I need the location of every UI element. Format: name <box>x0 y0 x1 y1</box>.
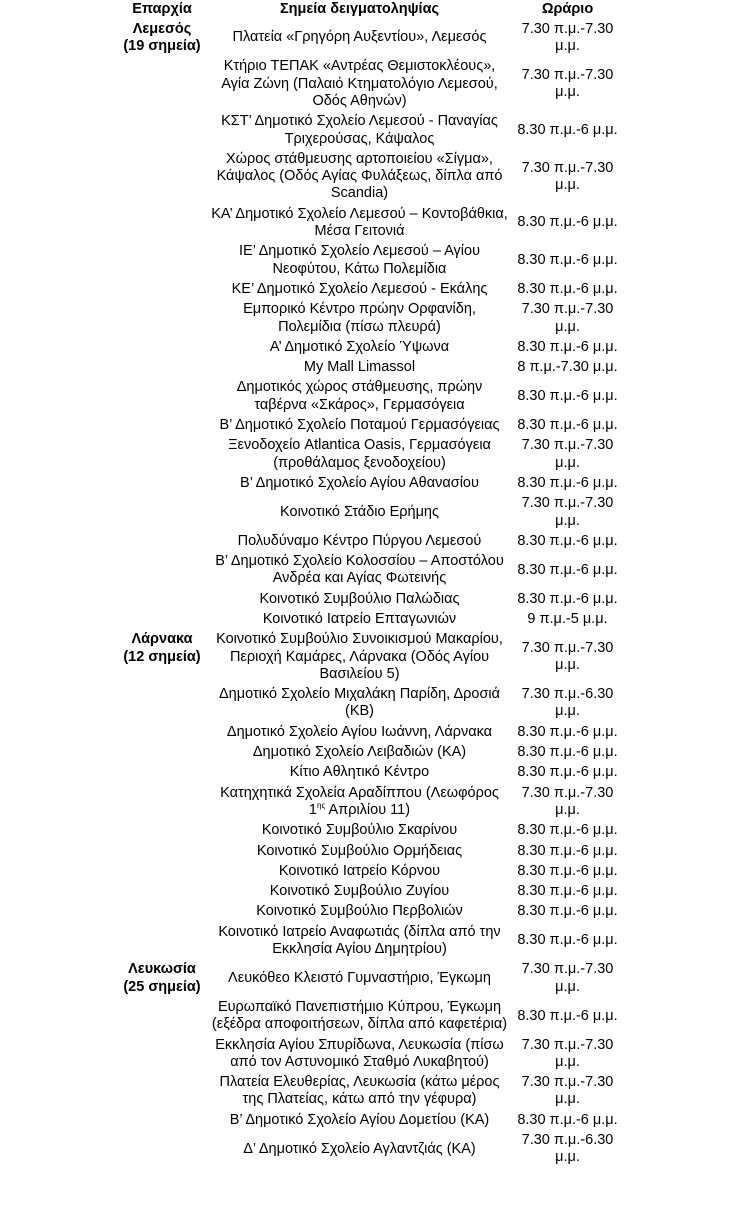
point-cell: Κοινοτικό Συμβούλιο Συνοικισμού Μακαρίου, Περιοχή Καμάρες, Λάρνακα (Οδός Αγίου Βασιλείου 5) <box>216 631 503 682</box>
hours-cell: 8.30 π.μ.-6 μ.μ. <box>517 932 618 949</box>
point-cell: Β’ Δημοτικό Σχολείο Κολοσσίου – Αποστόλου Ανδρέα και Αγίας Φωτεινής <box>215 553 504 587</box>
point-cell: Λευκόθεο Κλειστό Γυμναστήριο, Έγκωμη <box>228 969 491 986</box>
point-cell: Δημοτικό Σχολείο Αγίου Ιωάννη, Λάρνακα <box>226 723 493 740</box>
header-hours: Ωράριο <box>541 1 594 17</box>
hours-cell: 8.30 π.μ.-6 μ.μ. <box>517 561 618 578</box>
header-point: Σημεία δειγματοληψίας <box>279 1 440 17</box>
point-cell: ΙΕ’ Δημοτικό Σχολείο Λεμεσού – Αγίου Νεοφύτου, Κάτω Πολεμίδια <box>239 243 480 277</box>
district-name: Λεμεσός <box>132 20 192 37</box>
hours-cell: 8.30 π.μ.-6 μ.μ. <box>517 822 618 839</box>
hours-cell: 7.30 π.μ.-7.30 μ.μ. <box>521 784 614 818</box>
hours-cell: 8.30 π.μ.-6 μ.μ. <box>517 121 618 138</box>
point-cell: Κίτιο Αθλητικό Κέντρο <box>289 764 430 781</box>
point-cell: ΚΕ’ Δημοτικό Σχολείο Λεμεσού - Εκάλης <box>231 280 488 297</box>
point-cell: Κοινοτικό Συμβούλιο Παλώδιας <box>259 590 460 607</box>
hours-cell: 7.30 π.μ.-7.30 μ.μ. <box>521 20 614 55</box>
point-cell: Εμπορικό Κέντρο πρώην Ορφανίδη, Πολεμίδια (πίσω πλευρά) <box>243 301 476 335</box>
district-count: (25 σημεία) <box>123 978 201 995</box>
district-nicosia <box>117 960 207 1168</box>
point-cell: Δημοτικό Σχολείο Λειβαδιών (ΚΑ) <box>252 744 467 761</box>
point-cell: Κοινοτικό Ιατρείο Κόρνου <box>278 862 441 879</box>
hours-cell: 9 π.μ.-5 μ.μ. <box>527 611 608 627</box>
header-district: Επαρχία <box>132 1 192 17</box>
hours-cell: 7.30 π.μ.-7.30 μ.μ. <box>521 961 614 995</box>
point-cell: Δημοτικό Σχολείο Μιχαλάκη Παρίδη, Δροσιά (ΚΒ) <box>218 686 500 720</box>
table-row <box>117 630 623 685</box>
hours-cell: 8.30 π.μ.-6 μ.μ. <box>517 532 618 549</box>
hours-cell: 7.30 π.μ.-7.30 μ.μ. <box>521 495 614 529</box>
hours-cell: 8.30 π.μ.-6 μ.μ. <box>517 1007 618 1024</box>
point-text-b: Απριλίου 11) <box>325 801 411 818</box>
point-cell: Κτήριο ΤΕΠΑΚ «Αντρέας Θεμιστοκλέους», Αγία Ζώνη (Παλαιό Κτηματολόγιο Λεμεσού, Οδός Αθηνών) <box>221 58 498 109</box>
district-name: Λάρνακα <box>131 631 193 648</box>
point-cell: ΚΣΤ’ Δημοτικό Σχολείο Λεμεσού - Παναγίας Τριχερούσας, Κάψαλος <box>221 113 498 147</box>
point-cell: Δ’ Δημοτικό Σχολείο Αγλαντζιάς (ΚΑ) <box>243 1140 476 1157</box>
hours-cell: 8.30 π.μ.-6 μ.μ. <box>517 417 618 434</box>
point-cell: Β’ Δημοτικό Σχολείο Αγίου Δομετίου (ΚΑ) <box>229 1111 490 1128</box>
hours-cell: 8.30 π.μ.-6 μ.μ. <box>517 338 618 355</box>
point-cell: Ξενοδοχείο Atlantica Oasis, Γερμασόγεια (προθάλαμος ξενοδοχείου) <box>228 437 491 471</box>
hours-cell: 8.30 π.μ.-6 μ.μ. <box>517 388 618 405</box>
hours-cell: 8.30 π.μ.-6 μ.μ. <box>517 252 618 268</box>
hours-cell: 7.30 π.μ.-7.30 μ.μ. <box>521 159 614 193</box>
table-header-row <box>117 0 623 19</box>
ordinal-suffix: ης <box>317 801 326 811</box>
hours-cell: 7.30 π.μ.-7.30 μ.μ. <box>521 437 614 471</box>
hours-cell: 8.30 π.μ.-6 μ.μ. <box>517 883 618 900</box>
sampling-points-table <box>117 0 623 1168</box>
hours-cell: 8.30 π.μ.-6 μ.μ. <box>517 214 618 231</box>
point-cell <box>207 783 512 821</box>
district-count: (12 σημεία) <box>123 648 201 665</box>
hours-cell: 8.30 π.μ.-6 μ.μ. <box>517 474 618 491</box>
point-cell: Κοινοτικό Συμβούλιο Περβολιών <box>256 903 463 920</box>
point-cell: Ευρωπαϊκό Πανεπιστήμιο Κύπρου, Έγκωμη (εξέδρα αποφοιτήσεων, δίπλα από καφετέρια) <box>211 998 508 1033</box>
hours-cell: 7.30 π.μ.-6.30 μ.μ. <box>521 686 614 720</box>
district-name: Λευκωσία <box>128 961 196 978</box>
hours-cell: 8.30 π.μ.-6 μ.μ. <box>517 862 618 879</box>
hours-cell: 8.30 π.μ.-6 μ.μ. <box>517 280 618 297</box>
point-cell: Κοινοτικό Συμβούλιο Ορμήδειας <box>256 842 463 859</box>
point-cell: Πλατεία «Γρηγόρη Αυξεντίου», Λεμεσός <box>232 29 487 46</box>
point-cell: Πολυδύναμο Κέντρο Πύργου Λεμεσού <box>237 532 482 549</box>
hours-cell: 7.30 π.μ.-7.30 μ.μ. <box>521 639 614 674</box>
point-text-a: Κατηχητικά Σχολεία Αραδίππου (Λεωφόρος 1 <box>220 784 499 818</box>
table-row <box>117 960 623 998</box>
hours-cell: 7.30 π.μ.-7.30 μ.μ. <box>521 301 614 335</box>
district-limassol <box>117 19 207 630</box>
hours-cell: 8.30 π.μ.-6 μ.μ. <box>517 723 618 740</box>
point-cell: Α’ Δημοτικό Σχολείο Ύψωνα <box>269 338 450 355</box>
point-cell: Κοινοτικό Συμβούλιο Ζυγίου <box>269 883 450 900</box>
point-cell: ΚΑ’ Δημοτικό Σχολείο Λεμεσού – Κοντοβάθκια, Μέσα Γειτονιά <box>211 205 508 240</box>
hours-cell: 8.30 π.μ.-6 μ.μ. <box>517 903 618 920</box>
point-cell: Πλατεία Ελευθερίας, Λευκωσία (κάτω μέρος της Πλατείας, κάτω από την γέφυρα) <box>219 1074 500 1108</box>
point-cell: Β’ Δημοτικό Σχολείο Ποταμού Γερμασόγειας <box>219 417 500 434</box>
point-cell: Χώρος στάθμευσης αρτοποιείου «Σίγμα», Κάψαλος (Οδός Αγίας Φυλάξεως, δίπλα από Scandia) <box>216 150 503 202</box>
point-cell: Κοινοτικό Στάδιο Ερήμης <box>280 503 439 520</box>
point-cell: Δημοτικός χώρος στάθμευσης, πρώην ταβέρνα «Σκάρος», Γερμασόγεια <box>236 379 483 413</box>
hours-cell: 8.30 π.μ.-6 μ.μ. <box>517 744 618 761</box>
table-row <box>117 19 623 57</box>
hours-cell: 7.30 π.μ.-7.30 μ.μ. <box>521 1074 614 1108</box>
point-cell: Κοινοτικό Ιατρείο Αναφωτιάς (δίπλα από την Εκκλησία Αγίου Δημητρίου) <box>218 923 501 958</box>
hours-cell: 8.30 π.μ.-6 μ.μ. <box>517 842 618 859</box>
district-count: (19 σημεία) <box>123 38 201 55</box>
hours-cell: 7.30 π.μ.-6.30 μ.μ. <box>521 1132 614 1166</box>
point-cell: Εκκλησία Αγίου Σπυρίδωνα, Λευκωσία (πίσω από τον Αστυνομικό Σταθμό Λυκαβητού) <box>215 1036 504 1070</box>
hours-cell: 7.30 π.μ.-7.30 μ.μ. <box>521 1036 614 1070</box>
point-cell: Κοινοτικό Συμβούλιο Σκαρίνου <box>261 822 458 839</box>
hours-cell: 8.30 π.μ.-6 μ.μ. <box>517 590 618 607</box>
district-larnaca <box>117 630 207 960</box>
point-cell: Β’ Δημοτικό Σχολείο Αγίου Αθανασίου <box>240 474 479 491</box>
point-cell: Κοινοτικό Ιατρείο Επταγωνιών <box>262 611 457 627</box>
hours-cell: 8.30 π.μ.-6 μ.μ. <box>517 764 618 781</box>
point-cell: My Mall Limassol <box>303 359 416 376</box>
hours-cell: 8.30 π.μ.-6 μ.μ. <box>517 1111 618 1128</box>
hours-cell: 7.30 π.μ.-7.30 μ.μ. <box>521 67 614 101</box>
hours-cell: 8 π.μ.-7.30 μ.μ. <box>517 359 618 376</box>
